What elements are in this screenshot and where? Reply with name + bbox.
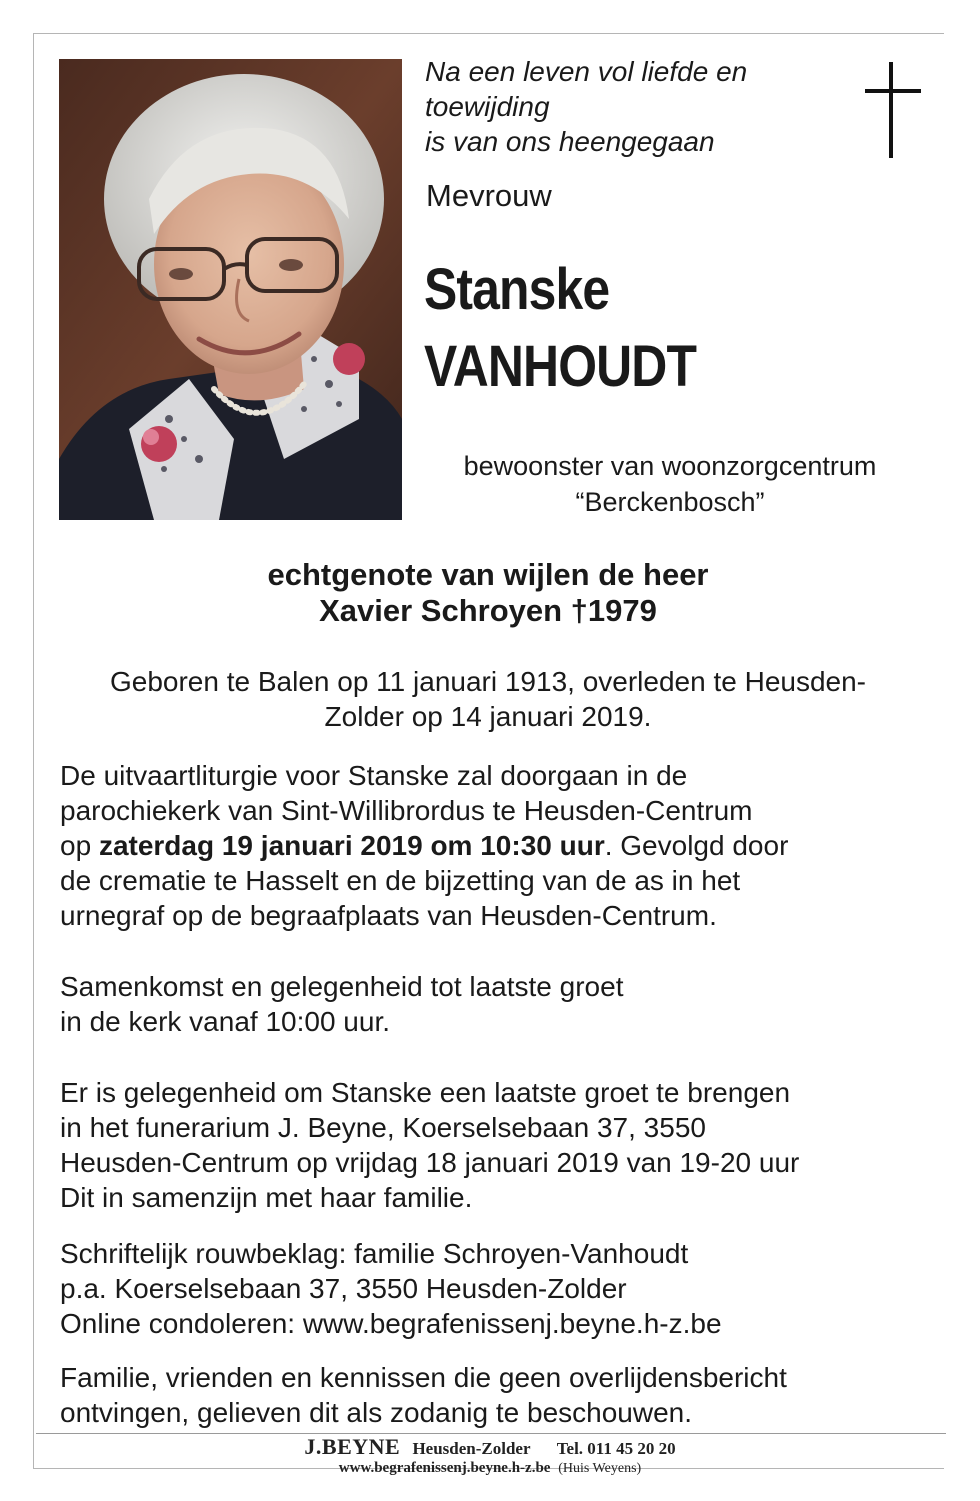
latin-cross-icon: [863, 62, 923, 160]
family-note-line: ontvingen, gelieven dit als zodanig te beschouwen.: [60, 1397, 692, 1428]
condolence-line: Online condoleren: www.begrafenissenj.beyne.h-z.be: [60, 1308, 722, 1339]
condolence-paragraph: [60, 1236, 940, 1341]
spouse-line: Xavier Schroyen †1979: [319, 593, 657, 628]
honorific: Mevrouw: [426, 178, 552, 213]
liturgy-post: . Gevolgd door: [604, 830, 789, 861]
funerarium-line: in het funerarium J. Beyne, Koerselsebaan 37, 3550: [60, 1112, 706, 1143]
liturgy-line: de crematie te Hasselt en de bijzetting van de as in het: [60, 865, 741, 896]
deceased-last-name: VANHOUDT: [424, 334, 697, 399]
intro-text: [425, 54, 845, 159]
meeting-paragraph: [60, 969, 940, 1039]
footer-divider: [36, 1433, 946, 1434]
portrait-photo: [59, 59, 402, 520]
liturgy-paragraph: [60, 758, 940, 933]
funeral-home-brand: J.BEYNE: [304, 1434, 401, 1459]
meeting-line: Samenkomst en gelegenheid tot laatste groet: [60, 971, 624, 1002]
funeral-home-website: www.begrafenissenj.beyne.h-z.be: [338, 1460, 551, 1476]
funerarium-line: Dit in samenzijn met haar familie.: [60, 1182, 473, 1213]
funerarium-line: Heusden-Centrum op vrijdag 18 januari 2019 van 19-20 uur: [60, 1147, 800, 1178]
birth-line: Geboren te Balen op 11 januari 1913, overleden te Heusden-: [109, 666, 866, 697]
family-note-line: Familie, vrienden en kennissen die geen overlijdensbericht: [60, 1362, 787, 1393]
intro-line: toewijding: [425, 91, 550, 122]
birth-death-text: [40, 664, 936, 734]
funeral-home-phone: Tel. 011 45 20 20: [556, 1439, 676, 1458]
liturgy-pre: op: [60, 830, 99, 861]
intro-line: Na een leven vol liefde en: [425, 56, 748, 87]
footer-line-1: [0, 1434, 980, 1459]
intro-line: is van ons heengegaan: [425, 126, 715, 157]
condolence-line: Schriftelijk rouwbeklag: familie Schroyen-Vanhoudt: [60, 1238, 689, 1269]
liturgy-line: parochiekerk van Sint-Willibrordus te Heusden-Centrum: [60, 795, 753, 826]
spouse-line: echtgenote van wijlen de heer: [267, 557, 709, 592]
deceased-first-name: Stanske: [424, 257, 610, 322]
birth-line: Zolder op 14 januari 2019.: [324, 701, 652, 732]
liturgy-line: urnegraf op de begraafplaats van Heusden-Centrum.: [60, 900, 717, 931]
residence-text: [410, 448, 930, 520]
residence-line: bewoonster van woonzorgcentrum: [463, 451, 877, 481]
funerarium-paragraph: [60, 1075, 940, 1215]
spouse-text: [60, 557, 916, 629]
footer-line-2: [0, 1459, 980, 1478]
funeral-home-note: (Huis Weyens): [558, 1461, 642, 1476]
family-note-paragraph: [60, 1360, 940, 1430]
funerarium-line: Er is gelegenheid om Stanske een laatste groet te brengen: [60, 1077, 791, 1108]
liturgy-line: De uitvaartliturgie voor Stanske zal doorgaan in de: [60, 760, 688, 791]
condolence-line: p.a. Koerselsebaan 37, 3550 Heusden-Zolder: [60, 1273, 627, 1304]
funeral-home-town: Heusden-Zolder: [412, 1439, 531, 1458]
footer: [0, 1434, 980, 1478]
residence-line: “Berckenbosch”: [575, 487, 765, 517]
meeting-line: in de kerk vanaf 10:00 uur.: [60, 1006, 390, 1037]
liturgy-line: [60, 828, 940, 863]
liturgy-date-time: zaterdag 19 januari 2019 om 10:30 uur: [98, 830, 605, 861]
